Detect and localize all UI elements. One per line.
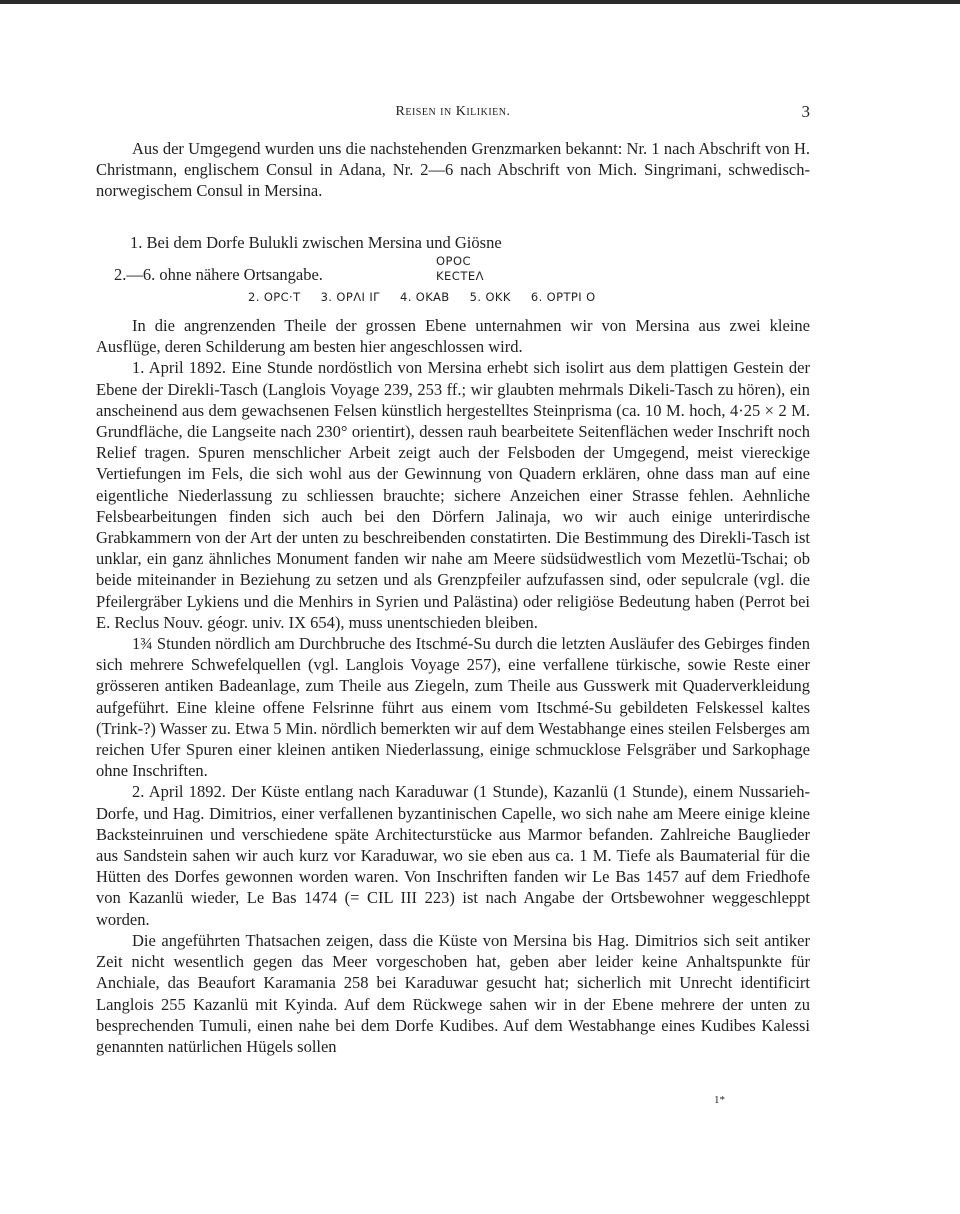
inscription-stone: 6. OPTPI O bbox=[530, 290, 596, 304]
inscription-1-text bbox=[436, 254, 484, 284]
inscriptions-2-6-row bbox=[248, 290, 612, 304]
page-number: 3 bbox=[801, 102, 810, 121]
paragraph-intro: Aus der Umgegend wurden uns die nachstehenden Grenzmarken bekannt: Nr. 1 nach Abschrift von H. Christmann, englischem Consul in Adana, Nr. 2—6 nach Abschrift von Mich. Singrimani, schwedisch-norwegischem Consul in Mersina. bbox=[96, 139, 810, 201]
inscriptions-2-6-caption: 2.—6. ohne nähere Ortsangabe. bbox=[114, 265, 323, 284]
paragraph: 2. April 1892. Der Küste entlang nach Karaduwar (1 Stunde), Kazanlü (1 Stunde), einem Nussarieh-Dorfe, und Hag. Dimitrios, einer verfallenen byzantinischen Capelle, wo sich nahe am Meere einige kleine Backsteinruinen und verschiedene späte Architecturstücke aus Marmor befanden. Zahlreiche Bauglieder aus Sandstein sahen wir auch kurz vor Karaduwar, wo sie eben aus ca. 1 M. Tiefe als Baumaterial für die Hütten des Dorfes gewonnen worden waren. Von Inschriften fanden wir Le Bas 1457 auf dem Friedhofe von Kazanlü wieder, Le Bas 1474 (= CIL III 223) ist nach Angabe der Ortsbewohner weggeschleppt worden. bbox=[96, 782, 810, 929]
inscription-1-caption: 1. Bei dem Dorfe Bulukli zwischen Mersina und Giösne bbox=[130, 233, 502, 252]
inscription-1-line: KECTEΛ bbox=[436, 269, 484, 283]
paragraph: In die angrenzenden Theile der grossen Ebene unternahmen wir von Mersina aus zwei kleine Ausflüge, deren Schilderung am besten hier angeschlossen wird. bbox=[96, 316, 810, 357]
inscription-stone: 4. OKAB bbox=[399, 290, 450, 304]
inscription-1-line: OPOC bbox=[436, 254, 472, 268]
paragraph: 1. April 1892. Eine Stunde nordöstlich von Mersina erhebt sich isolirt aus dem plattigen Gestein der Ebene der Direkli-Tasch (Langlois Voyage 239, 253 ff.; wir glaubten mehrmals Dikeli-Tasch zu hören), ein anscheinend aus dem gewachsenen Felsen künstlich hergestelltes Steinprisma (ca. 10 M. hoch, 4·25 × 2 M. Grundfläche, die Langseite nach 230° orientirt), dessen rauh bearbeitete Seitenflächen weder Inschrift noch Relief tragen. Spuren menschlicher Arbeit zeigt auch der Felsboden der Umgegend, meist viereckige Vertiefungen im Fels, die sich wohl aus der Gewinnung von Quadern erklären, ohne dass man auf eine eigentliche Niederlassung zu schliessen brauchte; sichere Anzeichen einer Strasse fehlen. Aehnliche Felsbearbeitungen finden sich auch bei den Dörfern Jalinaja, wo wir auch einige unterirdische Grabkammern von der Art der unten zu beschreibenden constatirten. Die Bestimmung des Direkli-Tasch ist unklar, ein ganz ähnliches Monument fanden wir nahe am Meere südsüdwestlich vom Mezetlü-Tschai; ob beide miteinander in Beziehung zu setzen und als Grenzpfeiler aufzufassen sind, oder sepulcrale (vgl. die Pfeilergräber Lykiens und die Menhirs in Syrien und Palästina) oder religiöse Bedeutung haben (Perrot bei E. Reclus Nouv. géogr. univ. IX 654), muss unentschieden bleiben. bbox=[96, 358, 810, 632]
main-text bbox=[96, 315, 810, 1057]
paragraph: Die angeführten Thatsachen zeigen, dass die Küste von Mersina bis Hag. Dimitrios sich seit antiker Zeit nicht wesentlich gegen das Meer vorgeschoben hat, geben aber leider keine Anhaltspunkte für Anchiale, das Beaufort Karamania 258 bei Karaduwar gesucht hat; sicherlich mit Unrecht identificirt Langlois 255 Kazanlü mit Kyinda. Auf dem Rückwege sahen wir in der Ebene mehrere der unten zu besprechenden Tumuli, einen nahe bei dem Dorfe Kudibes. Auf dem Westabhange eines Kudibes Kalessi genannten natürlichen Hügels sollen bbox=[96, 930, 810, 1056]
inscription-stone: 3. OPΛI IΓ bbox=[320, 290, 380, 304]
page-header bbox=[96, 104, 810, 128]
top-border-line bbox=[0, 0, 960, 4]
running-title: Reisen in Kilikien. bbox=[395, 104, 511, 119]
paragraph: 1¾ Stunden nördlich am Durchbruche des Itschmé-Su durch die letzten Ausläufer des Gebirges finden sich mehrere Schwefelquellen (vgl. Langlois Voyage 257), eine verfallene türkische, sowie Reste einer grösseren antiken Badeanlage, zum Theile aus Ziegeln, zum Theile aus Gusswerk mit Quaderverkleidung aufgeführt. Eine kleine offene Felsrinne führt aus einem vom Itschmé-Su gebildeten Felskessel kaltes (Trink-?) Wasser zu. Etwa 5 Min. nördlich bemerkten wir auf dem Westabhange eines steilen Felsberges am reichen Ufer Spuren einer kleinen antiken Niederlassung, einige schmucklose Felsgräber und Sarkophage ohne Inschriften. bbox=[96, 634, 810, 781]
inscription-stone: 5. OKK bbox=[469, 290, 511, 304]
intro-paragraph bbox=[96, 138, 810, 202]
sheet-signature: 1* bbox=[714, 1094, 725, 1106]
inscription-stone: 2. OPC·T bbox=[248, 290, 301, 304]
